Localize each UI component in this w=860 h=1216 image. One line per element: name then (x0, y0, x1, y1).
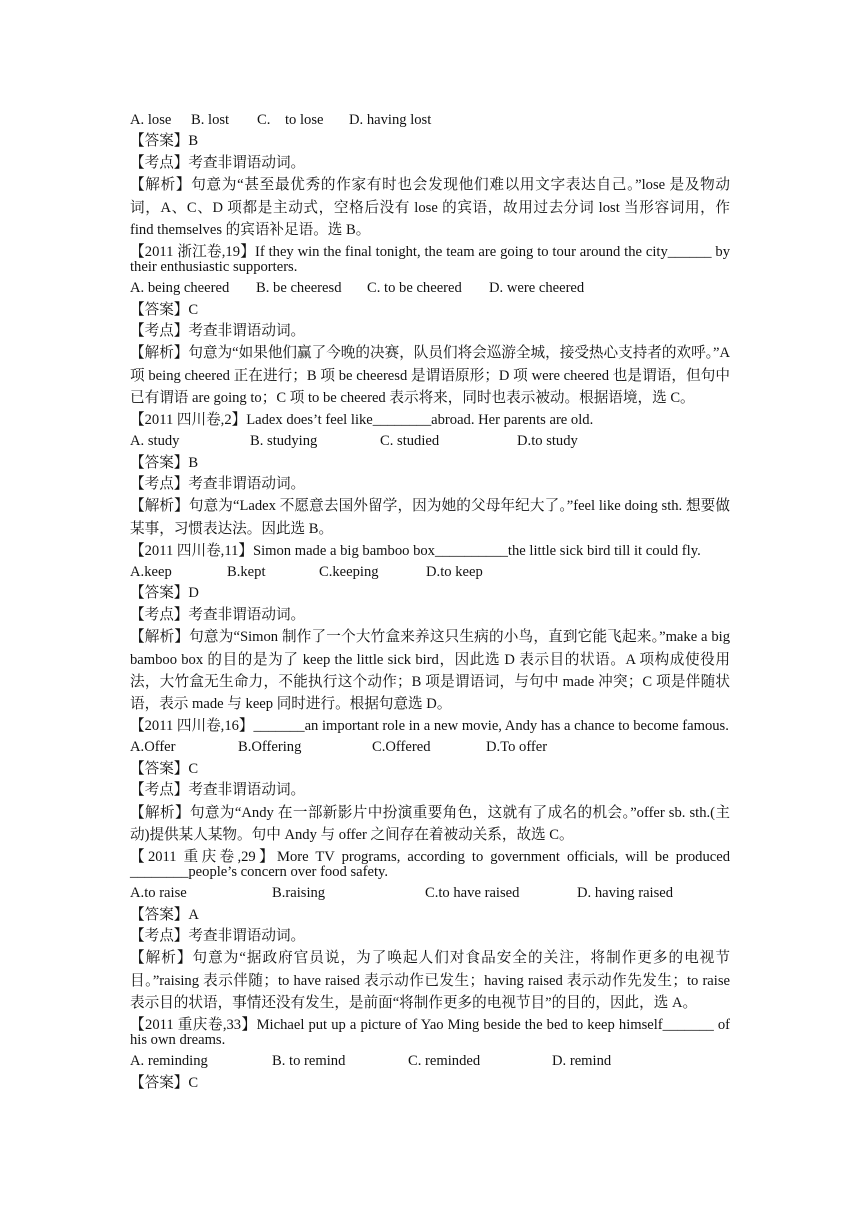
question: 【2011 浙江卷,19】If they win the final tonight, the team are going to tour around the city______ by their enthusiastic supporters. (130, 244, 730, 276)
knowledge-point: 【考点】考查非谓语动词。 (130, 476, 306, 493)
question: 【2011 四川卷,2】Ladex does’t feel like________abroad. Her parents are old. (130, 412, 594, 429)
question: 【2011 重庆卷,33】Michael put up a picture of Yao Ming beside the bed to keep himself_______ of his own dreams. (130, 1017, 730, 1049)
option: B.raising (272, 885, 326, 902)
analysis: 【解析】句意为“如果他们赢了今晚的决赛，队员们将会巡游全城，接受热心支持者的欢呼。”A 项 being cheered 正在进行；B 项 be cheeresd 是谓语原形；D 项 were cheered 也是谓语，但句中已有谓语 are going to；C 项 to be cheered 表示将来，同时也表示被动。根据语境，选 C。 (130, 345, 730, 406)
knowledge-point: 【考点】考查非谓语动词。 (130, 154, 306, 171)
option: A.Offer (130, 739, 176, 756)
analysis: 【解析】句意为“Andy 在一部新影片中扮演重要角色，这就有了成名的机会。”offer sb. sth.(主动)提供某人某物。句中 Andy 与 offer 之间存在着被动关系，故选 C。 (130, 804, 730, 843)
options-row (130, 562, 730, 583)
option: C. to lose (257, 112, 324, 128)
analysis: 【解析】句意为“Simon 制作了一个大竹盒来养这只生病的小鸟，直到它能飞起来。”make a big bamboo box 的目的是为了 keep the little sick bird，因此选 D 表示目的状语。A 项构成使役用法，大竹盒无生命力，不能执行这个动作；B 项是谓语词，与句中 made 冲突；C 项是伴随状语，表示 made 与 keep 同时进行。根据句意选 D。 (130, 629, 730, 713)
answer: 【答案】C (130, 301, 199, 318)
analysis: 【解析】句意为“Ladex 不愿意去国外留学，因为她的父母年纪大了。”feel like doing sth. 想要做某事，习惯表达法。因此选 B。 (130, 498, 730, 537)
option: D. were cheered (489, 280, 585, 297)
option: D. having lost (349, 112, 432, 128)
question: 【2011 四川卷,11】Simon made a big bamboo box__________the little sick bird till it could fly. (130, 543, 701, 560)
option: C.to have raised (425, 885, 520, 902)
question: 【2011 四川卷,16】_______an important role in a new movie, Andy has a chance to become famous. (130, 718, 729, 735)
option: B. to remind (272, 1053, 346, 1070)
option: A.to raise (130, 885, 187, 902)
option: C. reminded (408, 1053, 481, 1070)
options-row (130, 431, 730, 452)
options-row (130, 737, 730, 758)
question: 【2011 重庆卷,29】More TV programs, according to government officials, will be produced ________people’s concern over food safety. (130, 849, 730, 881)
analysis: 【解析】句意为“据政府官员说，为了唤起人们对食品安全的关注，将制作更多的电视节目。”raising 表示伴随；to have raised 表示动作已发生；having raised 表示动作先发生；to raise 表示目的状语，事情还没有发生，是前面“将制作更多的电视节目”的目的，因此，选 A。 (130, 950, 730, 1012)
option: D.to study (517, 433, 578, 450)
option: A. being cheered (130, 280, 230, 297)
option: B. be cheeresd (256, 280, 342, 297)
answer: 【答案】C (130, 760, 199, 777)
answer: 【答案】A (130, 906, 199, 923)
option: D.To offer (486, 739, 548, 756)
option: D. having raised (577, 885, 674, 902)
knowledge-point: 【考点】考查非谓语动词。 (130, 606, 306, 623)
options-row (130, 1051, 730, 1072)
document-page (130, 110, 730, 1094)
option: A. study (130, 433, 180, 450)
option: A.keep (130, 564, 172, 581)
option: B. lost (191, 112, 230, 128)
option: B.Offering (238, 739, 302, 756)
option: C. to be cheered (367, 280, 462, 297)
option: C.keeping (319, 564, 379, 581)
knowledge-point: 【考点】考查非谓语动词。 (130, 928, 306, 945)
option: B.kept (227, 564, 266, 581)
option: B. studying (250, 433, 318, 450)
analysis: 【解析】句意为“甚至最优秀的作家有时也会发现他们难以用文字表达自己。”lose 是及物动词，A、C、D 项都是主动式，空格后没有 lose 的宾语，故用过去分词 lost 当形容词用，作 find themselves 的宾语补足语。选 B。 (130, 177, 730, 238)
option: D.to keep (426, 564, 483, 581)
knowledge-point: 【考点】考查非谓语动词。 (130, 782, 306, 799)
answer: 【答案】B (130, 133, 199, 150)
answer: 【答案】B (130, 454, 199, 471)
knowledge-point: 【考点】考查非谓语动词。 (130, 322, 306, 339)
answer: 【答案】C (130, 1074, 199, 1091)
options-row (130, 883, 730, 904)
option: C. studied (380, 433, 440, 450)
option: A. lose (130, 112, 172, 128)
option: C.Offered (372, 739, 431, 756)
answer: 【答案】D (130, 585, 199, 602)
options-row (130, 278, 730, 299)
option: D. remind (552, 1053, 612, 1070)
options-row (130, 110, 730, 131)
option: A. reminding (130, 1053, 208, 1070)
